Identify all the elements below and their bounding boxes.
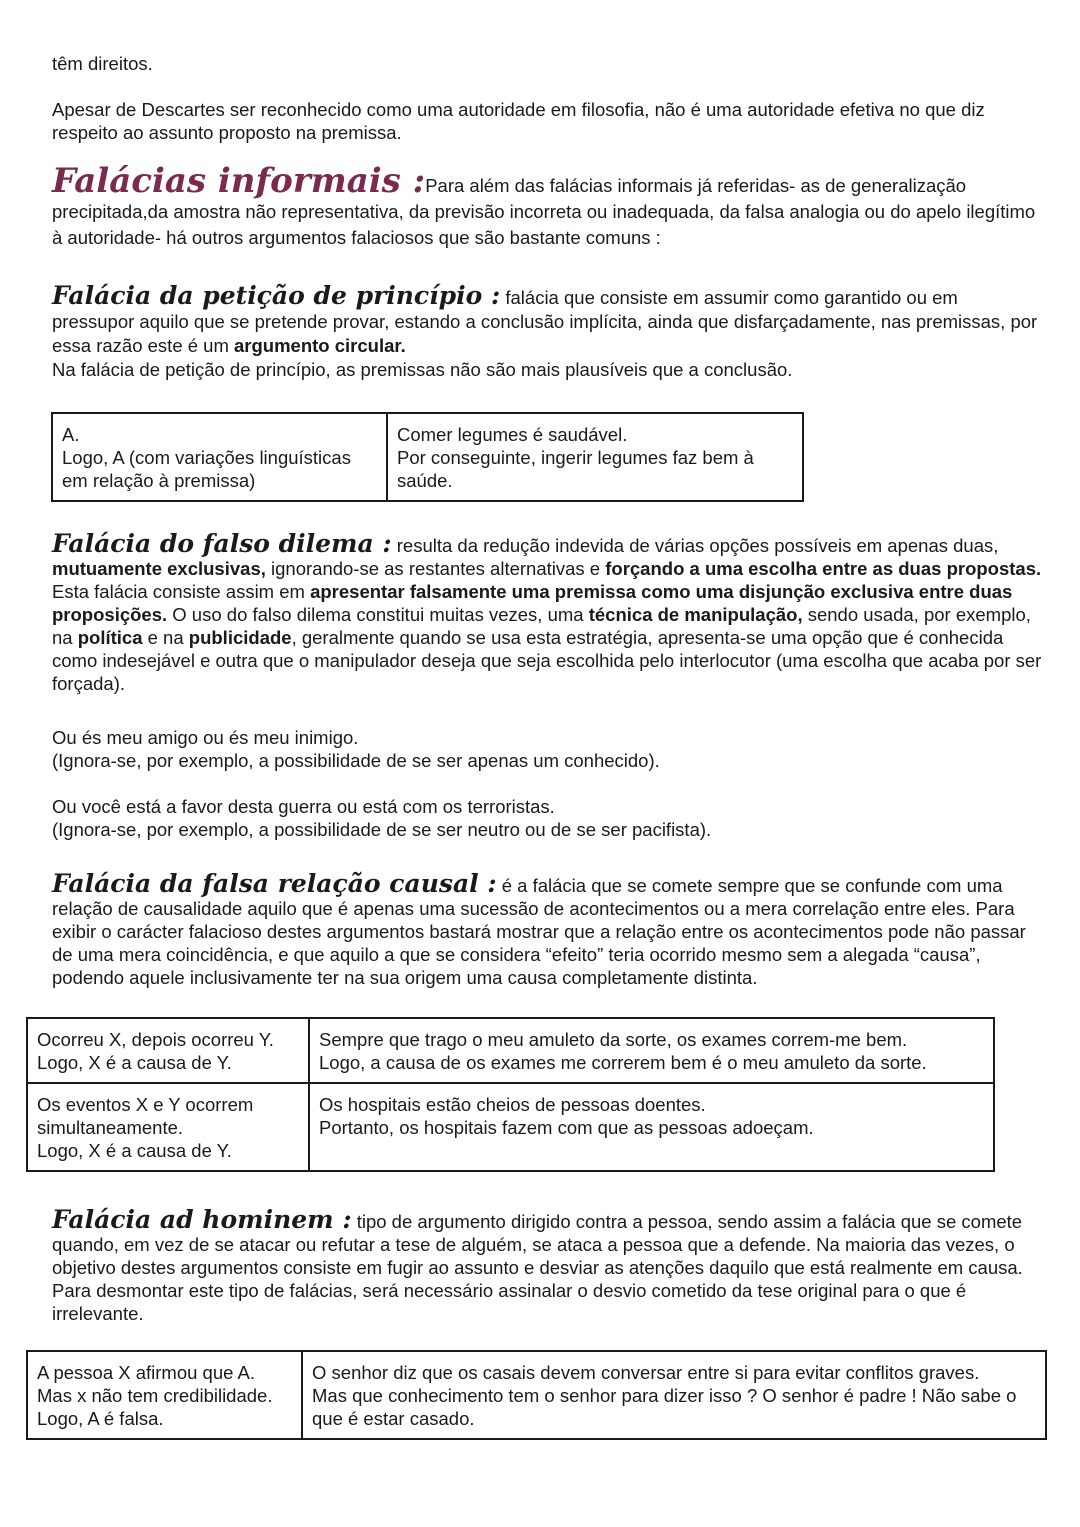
example-line: (Ignora-se, por exemplo, a possibilidade de se ser neutro ou de se ser pacifista). [52, 819, 712, 840]
dilema-section [52, 529, 1042, 695]
dilema-text: ignorando-se as restantes alternativas e [265, 558, 606, 579]
dilema-bold: política [77, 627, 143, 648]
dilema-text: , geralmente quando se usa esta estratégia, apresenta-se uma opção que é conhecida como indesejável e outra que o manipulador deseja que seja escolhida pelo interlocutor (uma escolha que acaba por ser forçada). [52, 627, 1042, 694]
causal-heading: Falácia da falsa relação causal : [52, 869, 497, 898]
dilema-text: resulta da redução indevida de várias opções possíveis em apenas duas, [391, 535, 999, 556]
dilema-bold: publicidade [188, 627, 292, 648]
dilema-text: Esta falácia consiste assim em [52, 581, 311, 602]
informais-section [52, 161, 1042, 251]
table-cell: O senhor diz que os casais devem conversar entre si para evitar conflitos graves. Mas que conhecimento tem o senhor para dizer isso ? O senhor é padre ! Não sabe o que é estar casado. [302, 1351, 1046, 1439]
table-cell: A. Logo, A (com variações linguísticas em relação à premissa) [52, 413, 387, 501]
table-row [52, 413, 803, 501]
dilema-text: e na [142, 627, 189, 648]
table-row [27, 1351, 1046, 1439]
example-line: Ou você está a favor desta guerra ou está com os terroristas. [52, 796, 555, 817]
causal-text: é a falácia que se comete sempre que se confunde com uma relação de causalidade aquilo que é apenas uma sucessão de acontecimentos ou a mera correlação entre eles. Para exibir o carácter falacioso destes argumentos bastará mostrar que a relação entre os acontecimentos pode não passar de uma mera coincidência, e que aquilo a que se considera “efeito” teria ocorrido mesmo sem a alegada “causa”, podendo aquele inclusivamente ter na sua origem uma causa completamente distinta. [52, 875, 1026, 988]
hominem-example-table [26, 1350, 1047, 1440]
peticao-text: falácia que consiste em assumir como garantido ou em pressupor aquilo que se pretende provar, estando a conclusão implícita, ainda que disfarçadamente, nas premissas, por essa razão este é um [52, 287, 1038, 356]
dilema-example-2 [52, 795, 1042, 841]
dilema-text: sendo usada, por exemplo, na [52, 604, 1031, 648]
dilema-bold: mutuamente exclusivas, [52, 558, 266, 579]
hominem-text: tipo de argumento dirigido contra a pessoa, sendo assim a falácia que se comete quando, em vez de se atacar ou refutar a tese de alguém, se ataca a pessoa que a defende. Na maioria das vezes, o objetivo destes argumentos consiste em fugir ao assunto e desviar as atenções daquilo que está realmente em causa. Para desmontar este tipo de falácias, será necessário assinalar o desvio cometido da tese original para o que é irrelevante. [52, 1211, 1023, 1324]
peticao-line2: Na falácia de petição de princípio, as premissas não são mais plausíveis que a conclusão. [52, 359, 793, 380]
causal-section [52, 869, 1042, 989]
causal-example-table [26, 1017, 995, 1172]
peticao-section [52, 281, 1042, 382]
table-cell: Ocorreu X, depois ocorreu Y. Logo, X é a causa de Y. [27, 1018, 309, 1083]
peticao-heading: Falácia da petição de princípio : [52, 281, 501, 310]
table-cell: A pessoa X afirmou que A. Mas x não tem credibilidade. Logo, A é falsa. [27, 1351, 302, 1439]
table-cell: Comer legumes é saudável. Por conseguinte, ingerir legumes faz bem à saúde. [387, 413, 803, 501]
hominem-section [52, 1205, 1042, 1325]
intro-paragraph: Apesar de Descartes ser reconhecido como uma autoridade em filosofia, não é uma autoridade efetiva no que diz respeito ao assunto proposto na premissa. [52, 99, 985, 143]
hominem-heading: Falácia ad hominem : [52, 1205, 352, 1234]
dilema-bold: técnica de manipulação, [588, 604, 803, 625]
dilema-text: O uso do falso dilema constitui muitas vezes, uma [167, 604, 589, 625]
table-cell: Sempre que trago o meu amuleto da sorte, os exames correm-me bem. Logo, a causa de os exames me correrem bem é o meu amuleto da sorte. [309, 1018, 994, 1083]
table-row [27, 1083, 994, 1171]
dilema-example-1 [52, 726, 1042, 772]
dilema-bold: apresentar falsamente uma premissa como uma disjunção exclusiva entre duas proposições. [52, 581, 1013, 625]
intro-line: têm direitos. [52, 53, 153, 74]
table-row [27, 1018, 994, 1083]
example-line: (Ignora-se, por exemplo, a possibilidade de se ser apenas um conhecido). [52, 750, 660, 771]
informais-text: Para além das falácias informais já referidas- as de generalização precipitada,da amostra não representativa, da previsão incorreta ou inadequada, da falsa analogia ou do apelo ilegítimo à autoridade- há outros argumentos falaciosos que são bastante comuns : [52, 175, 1036, 248]
informais-heading: Falácias informais : [52, 161, 426, 201]
example-line: Ou és meu amigo ou és meu inimigo. [52, 727, 359, 748]
table-cell: Os eventos X e Y ocorrem simultaneamente. Logo, X é a causa de Y. [27, 1083, 309, 1171]
peticao-bold: argumento circular. [234, 335, 406, 356]
peticao-example-table [51, 412, 804, 502]
dilema-heading: Falácia do falso dilema : [52, 529, 392, 558]
dilema-bold: forçando a uma escolha entre as duas propostas. [605, 558, 1042, 579]
table-cell: Os hospitais estão cheios de pessoas doentes. Portanto, os hospitais fazem com que as pessoas adoeçam. [309, 1083, 994, 1171]
